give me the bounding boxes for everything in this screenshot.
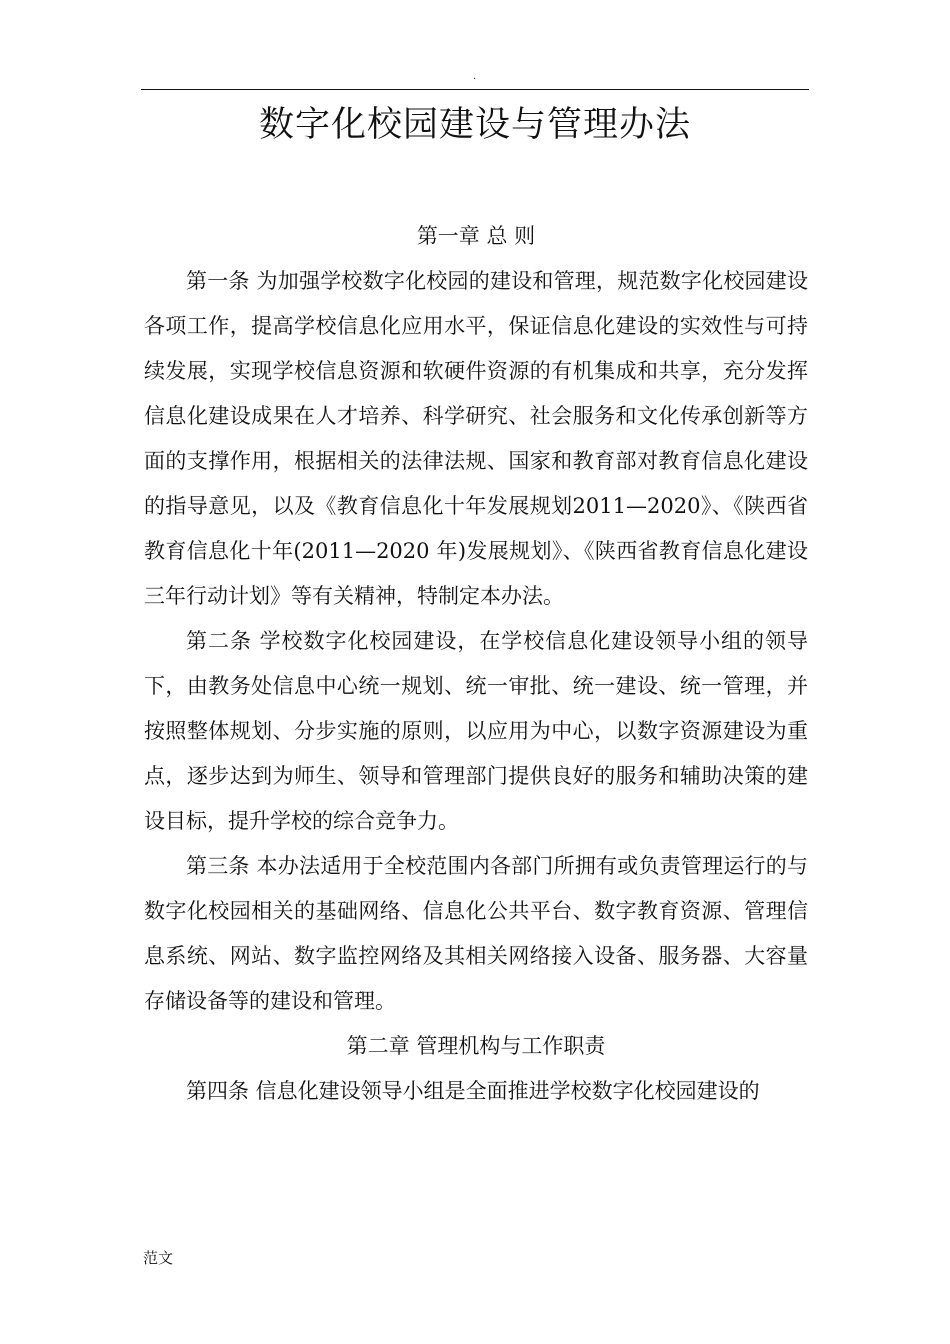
footer-label: 范文 xyxy=(143,1249,174,1267)
article-4-paragraph: 第四条 信息化建设领导小组是全面推进学校数字化校园建设的 xyxy=(186,1079,760,1103)
article-3-paragraph: 第三条 本办法适用于全校范围内各部门所拥有或负责管理运行的与数字化校园相关的基础网络、信息化公共平台、数字教育资源、管理信息系统、网站、数字监控网络及其相关网络接入设备、服务器、大容量存储设备等的建设和管理。 xyxy=(144,854,808,1013)
document-body xyxy=(144,214,808,1114)
document-title: 数字化校园建设与管理办法 xyxy=(258,105,691,145)
article-2-paragraph: 第二条 学校数字化校园建设，在学校信息化建设领导小组的领导下，由教务处信息中心统一规划、统一审批、统一建设、统一管理，并按照整体规划、分步实施的原则，以应用为中心，以数字资源建设为重点，逐步达到为师生、领导和管理部门提供良好的服务和辅助决策的建设目标，提升学校的综合竞争力。 xyxy=(144,629,808,833)
header-mark: . xyxy=(473,71,477,82)
chapter-heading-1: 第一章 总 则 xyxy=(416,224,536,248)
article-1-paragraph: 第一条 为加强学校数字化校园的建设和管理，规范数字化校园建设各项工作，提高学校信息化应用水平，保证信息化建设的实效性与可持续发展，实现学校信息资源和软硬件资源的有机集成和共享，充分发挥信息化建设成果在人才培养、科学研究、社会服务和文化传承创新等方面的支撑作用，根据相关的法律法规、国家和教育部对教育信息化建设的指导意见，以及《教育信息化十年发展规划2011—2020》、《陕西省教育信息化十年(2011—2020 年)发展规划》、《陕西省教育信息化建设三年行动计划》等有关精神，特制定本办法。 xyxy=(144,269,808,608)
chapter-heading-2: 第二章 管理机构与工作职责 xyxy=(346,1034,606,1058)
header-rule xyxy=(141,89,809,90)
